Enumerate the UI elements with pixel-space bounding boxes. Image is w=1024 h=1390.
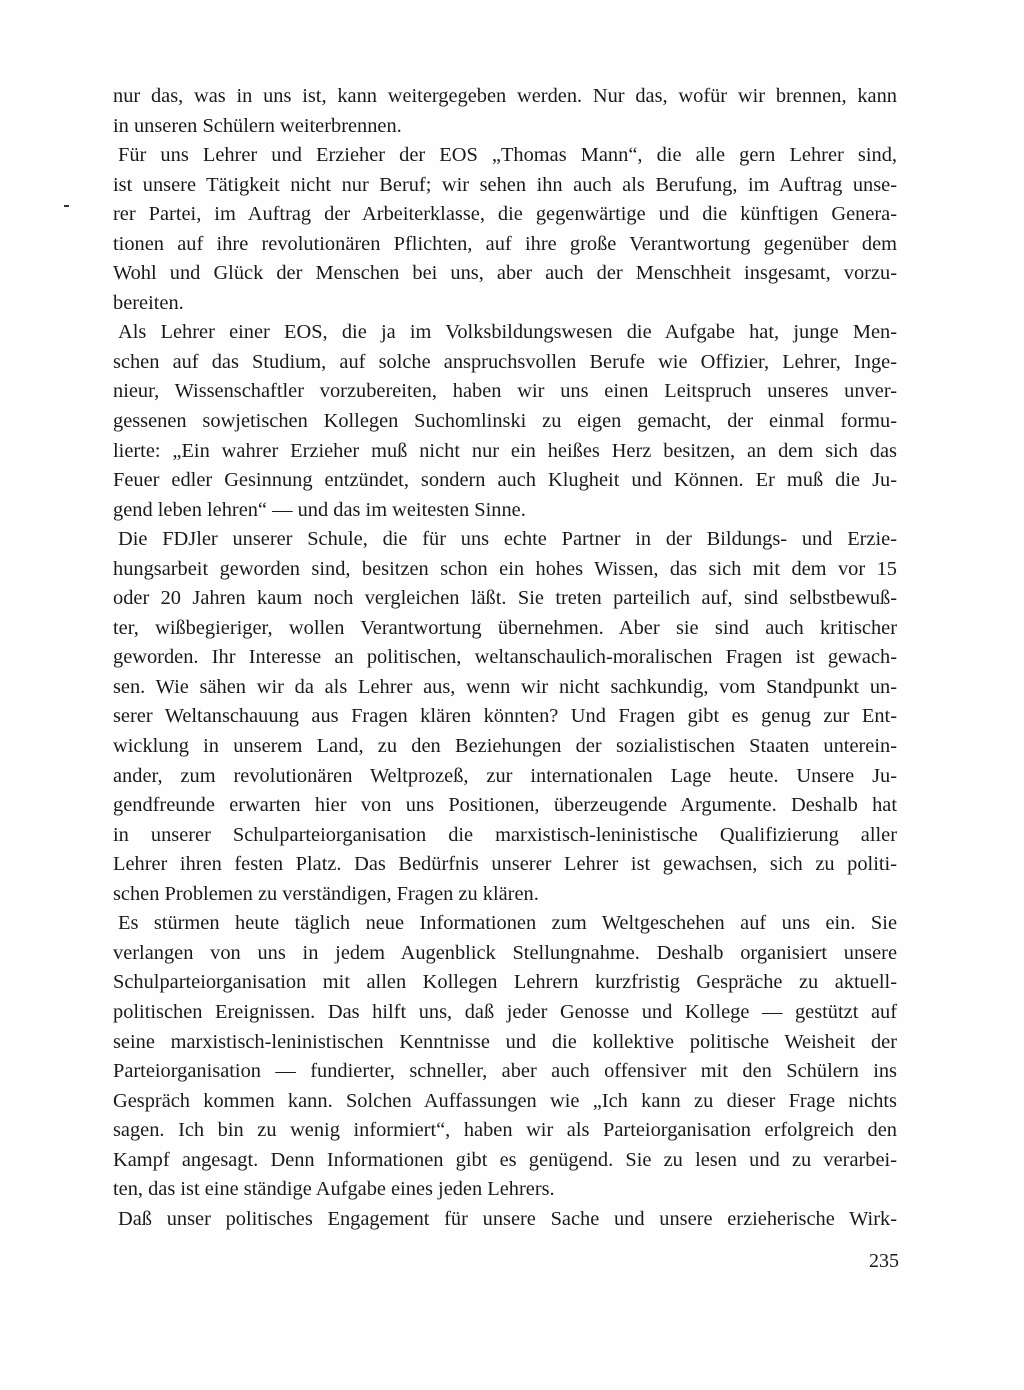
text-line: bereiten. xyxy=(113,291,184,314)
text-line: ander, zum revolutionären Weltprozeß, zur internationalen Lage heute. Unsere Ju- xyxy=(113,764,897,787)
text-line: nur das, was in uns ist, kann weitergegeben werden. Nur das, wofür wir brennen, kann xyxy=(113,85,897,107)
text-line: Für uns Lehrer und Erzieher der EOS „Thomas Mann“, die alle gern Lehrer sind, xyxy=(118,144,897,167)
text-line: seine marxistisch-leninistischen Kenntnisse und die kollektive politische Weisheit der xyxy=(113,1030,897,1053)
text-line: rer Partei, im Auftrag der Arbeiterklasse, die gegenwärtige und die künftigen Genera- xyxy=(113,203,897,226)
margin-mark xyxy=(64,205,69,207)
text-line: ter, wißbegieriger, wollen Verantwortung übernehmen. Aber sie sind auch kritischer xyxy=(113,616,897,639)
text-line: nieur, Wissenschaftler vorzubereiten, haben wir uns einen Leitspruch unseres unver- xyxy=(113,380,897,403)
text-line: politischen Ereignissen. Das hilft uns, daß jeder Genosse und Kollege — gestützt auf xyxy=(113,1000,897,1023)
text-line: Feuer edler Gesinnung entzündet, sondern auch Klugheit und Können. Er muß die Ju- xyxy=(113,469,897,492)
text-line: Daß unser politisches Engagement für unsere Sache und unsere erzieherische Wirk- xyxy=(118,1207,897,1230)
text-line: in unseren Schülern weiterbrennen. xyxy=(113,114,402,137)
text-line: hungsarbeit geworden sind, besitzen schon ein hohes Wissen, das sich mit dem vor 15 xyxy=(113,557,897,580)
text-line: gessenen sowjetischen Kollegen Suchomlinski zu eigen gemacht, der einmal formu- xyxy=(113,410,897,433)
text-line: tionen auf ihre revolutionären Pflichten, auf ihre große Verantwortung gegenüber dem xyxy=(113,232,897,255)
text-line: oder 20 Jahren kaum noch vergleichen läßt. Sie treten parteilich auf, sind selbstbewuß- xyxy=(113,587,897,610)
text-line: Als Lehrer einer EOS, die ja im Volksbildungswesen die Aufgabe hat, junge Men- xyxy=(118,321,897,344)
text-line: schen Problemen zu verständigen, Fragen zu klären. xyxy=(113,882,539,905)
text-line: serer Weltanschauung aus Fragen klären könnten? Und Fragen gibt es genug zur Ent- xyxy=(113,705,897,728)
text-line: Die FDJler unserer Schule, die für uns echte Partner in der Bildungs- und Erzie- xyxy=(118,528,897,551)
text-line: Gespräch kommen kann. Solchen Auffassungen wie „Ich kann zu dieser Frage nichts xyxy=(113,1089,897,1112)
text-line: sen. Wie sähen wir da als Lehrer aus, wenn wir nicht sachkundig, vom Standpunkt un- xyxy=(113,675,897,698)
text-line: sagen. Ich bin zu wenig informiert“, haben wir als Parteiorganisation erfolgreich den xyxy=(113,1119,897,1142)
text-line: gend leben lehren“ — und das im weitesten Sinne. xyxy=(113,498,526,521)
text-line: verlangen von uns in jedem Augenblick Stellungnahme. Deshalb organisiert unsere xyxy=(113,941,897,964)
text-line: lierte: „Ein wahrer Erzieher muß nicht nur ein heißes Herz besitzen, an dem sich das xyxy=(113,439,897,462)
page-number: 235 xyxy=(869,1250,899,1272)
text-line: ist unsere Tätigkeit nicht nur Beruf; wir sehen ihn auch als Berufung, im Auftrag unse- xyxy=(113,173,897,196)
text-line: schen auf das Studium, auf solche anspruchsvollen Berufe wie Offizier, Lehrer, Inge- xyxy=(113,350,897,373)
text-line: geworden. Ihr Interesse an politischen, weltanschaulich-moralischen Fragen ist gewach- xyxy=(113,646,897,669)
text-line: wicklung in unserem Land, zu den Beziehungen der sozialistischen Staaten unterein- xyxy=(113,735,897,758)
text-line: Es stürmen heute täglich neue Informationen zum Weltgeschehen auf uns ein. Sie xyxy=(118,912,897,935)
body-text xyxy=(113,82,897,1234)
text-line: ten, das ist eine ständige Aufgabe eines jeden Lehrers. xyxy=(113,1178,555,1201)
text-line: Schulparteiorganisation mit allen Kollegen Lehrern kurzfristig Gespräche zu aktuell- xyxy=(113,971,897,994)
text-line: Parteiorganisation — fundierter, schneller, aber auch offensiver mit den Schülern ins xyxy=(113,1060,897,1083)
text-line: gendfreunde erwarten hier von uns Positionen, überzeugende Argumente. Deshalb hat xyxy=(113,794,897,817)
text-line: Wohl und Glück der Menschen bei uns, aber auch der Menschheit insgesamt, vorzu- xyxy=(113,262,897,285)
text-line: Kampf angesagt. Denn Informationen gibt es genügend. Sie zu lesen und zu verarbei- xyxy=(113,1148,897,1171)
text-line: Lehrer ihren festen Platz. Das Bedürfnis unserer Lehrer ist gewachsen, sich zu politi- xyxy=(113,853,897,876)
text-line: in unserer Schulparteiorganisation die marxistisch-leninistische Qualifizierung aller xyxy=(113,823,897,846)
